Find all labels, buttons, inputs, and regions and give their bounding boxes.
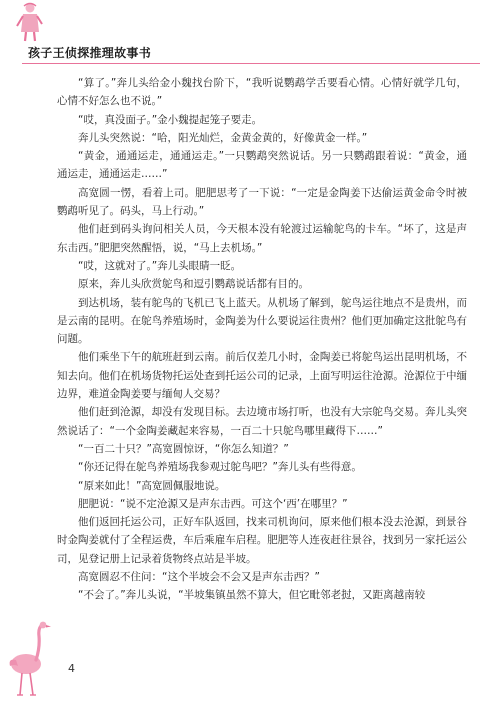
paragraph: “不会了。”奔儿头说，“半坡集镇虽然不算大，但它毗邻老挝，又距离越南较 [78,589,426,602]
book-title: 孩子王侦探推理故事书 [28,46,152,60]
page-number: 4 [68,662,75,675]
paragraph: “黄金，通通运走，通通运走。”一只鹦鹉突然说话。另一只鹦鹉跟着说：“黄金，通通运走，通通运走……” [57,150,467,181]
paragraph: 他们赶到沧源，却没有发现目标。去边境市场打听，也没有大宗鸵鸟交易。奔儿头突然说话了：“一个金陶姜藏起来容易，一百二十只鸵鸟哪里藏得下……” [57,406,467,437]
paragraph: “一百二十只？”高宽圆惊讶，“你怎么知道？” [78,442,289,455]
paragraph: “原来如此！”高宽圆佩服地说。 [78,479,226,492]
paragraph: “你还记得在鸵鸟养殖场我参观过鸵鸟吧？”奔儿头有些得意。 [78,461,362,474]
paragraph: 高宽圆忍不住问：“这个半坡会不会又是声东击西？” [78,571,320,584]
paragraph: “哎，真没面子。”金小魏提起笼子要走。 [78,113,263,126]
paragraph: “哎，这就对了。”奔儿头眼睛一眨。 [78,259,242,272]
story-text [57,74,467,605]
paragraph: 他们赶到码头询问相关人员，今天根本没有轮渡过运输鸵鸟的卡车。“坏了，这是声东击西。”肥肥突然醒悟，说，“马上去机场。” [57,223,467,254]
paragraph: “算了。”奔儿头给金小魏找台阶下，“我听说鹦鹉学舌要看心情。心情好就学几句，心情不好怎么也不说。” [57,77,467,108]
boy-figure-icon [6,2,50,42]
paragraph: 肥肥说：“说不定沧源又是声东击西。可这个‘西’在哪里？” [78,497,348,510]
paragraph: 到达机场，装有鸵鸟的飞机已飞上蓝天。从机场了解到，鸵鸟运往地点不是贵州，而是云南的昆明。在鸵鸟养殖场时，金陶姜为什么要说运往贵州？他们更加确定这批鸵鸟有问题。 [57,296,467,346]
paragraph: 他们乘坐下午的航班赶到云南。前后仅差几小时，金陶姜已将鸵鸟运出昆明机场，不知去向。他们在机场货物托运处查到托运公司的记录，上面写明运往沧源。沧源位于中缅边界，难道金陶姜要与缅甸人交易？ [57,351,467,401]
header-divider [22,63,480,64]
ostrich-icon [4,620,52,698]
paragraph: 原来，奔儿头欣赏鸵鸟和逗引鹦鹉说话都有目的。 [78,278,309,291]
paragraph: 奔儿头突然说：“哈，阳光灿烂，金黄金黄的，好像黄金一样。” [78,131,368,144]
paragraph: 他们返回托运公司，正好车队返回，找来司机询问，原来他们根本没去沧源，到景谷时金陶姜就付了全程运费，车后乘雇车启程。肥肥等人连夜赶往景谷，找到另一家托运公司，见登记册上记录着货物终点站是半坡。 [57,516,467,565]
paragraph: 高宽圆一愣，看着上司。肥肥思考了一下说：“一定是金陶姜下达偷运黄金命令时被鹦鹉听见了。码头，马上行动。” [57,186,467,218]
